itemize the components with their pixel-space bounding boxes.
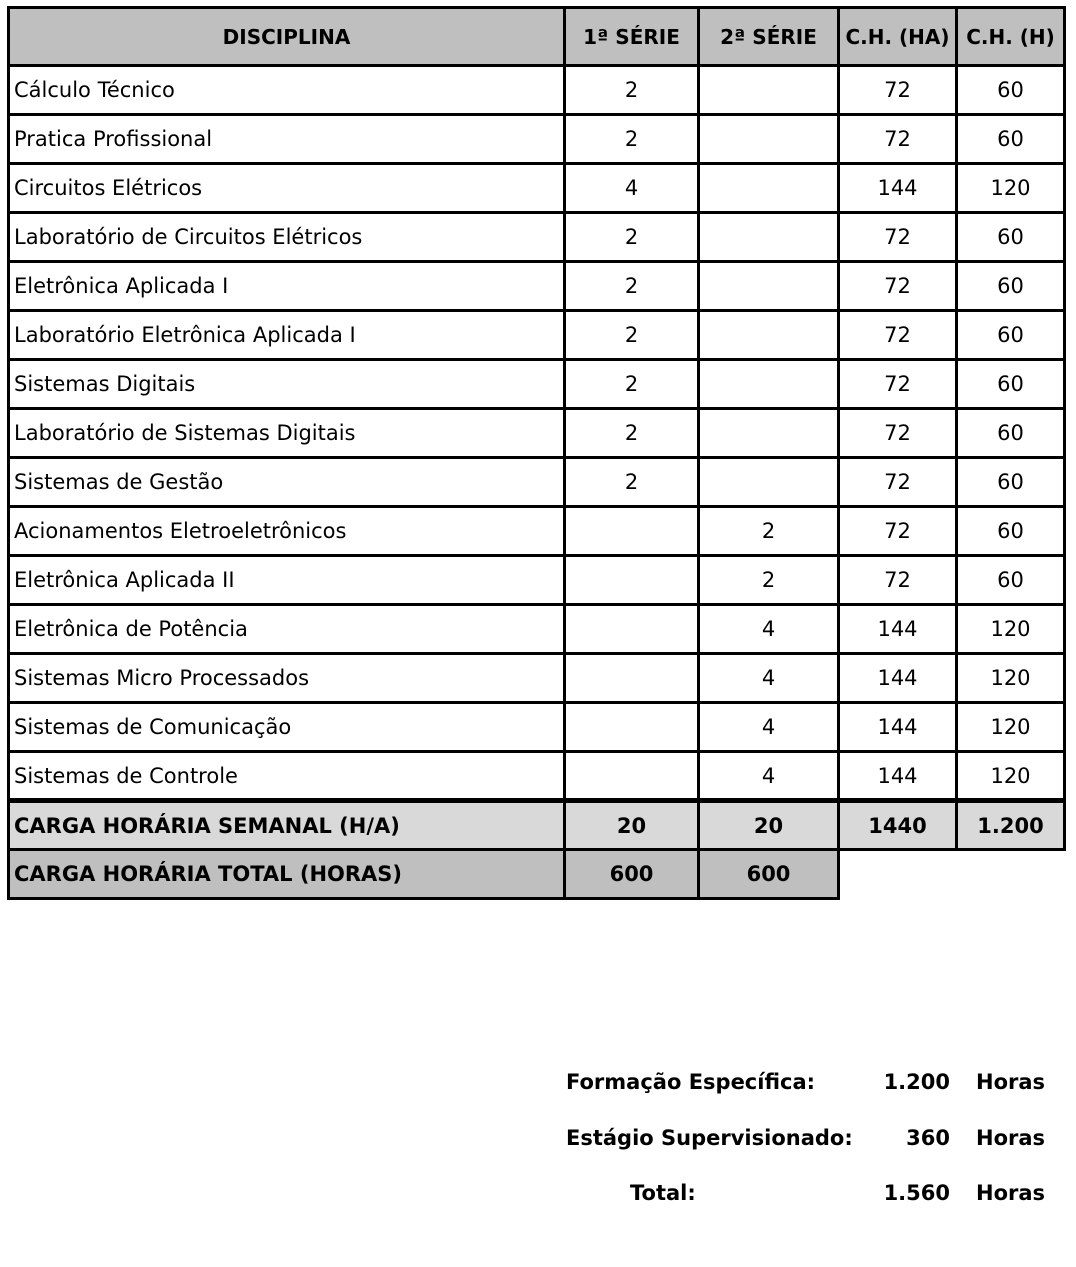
ch-ha-value: 144 — [839, 605, 957, 654]
serie-2-value — [699, 262, 839, 311]
discipline-name: Cálculo Técnico — [9, 66, 565, 115]
header-serie-2: 2ª SÉRIE — [699, 8, 839, 66]
serie-1-value: 2 — [565, 115, 699, 164]
summary-estagio-value: 360 — [906, 1125, 950, 1150]
discipline-name: Sistemas de Gestão — [9, 458, 565, 507]
ch-h-value: 60 — [957, 213, 1065, 262]
weekly-load-serie-1: 20 — [565, 801, 699, 850]
summary-total-label: Total: — [630, 1181, 696, 1205]
serie-1-value: 2 — [565, 311, 699, 360]
ch-h-value: 120 — [957, 703, 1065, 752]
ch-h-value: 60 — [957, 556, 1065, 605]
serie-2-value: 4 — [699, 703, 839, 752]
ch-h-value: 60 — [957, 409, 1065, 458]
header-row — [9, 8, 1065, 66]
discipline-name: Circuitos Elétricos — [9, 164, 565, 213]
discipline-name: Sistemas de Controle — [9, 752, 565, 801]
serie-1-value: 2 — [565, 409, 699, 458]
serie-2-value — [699, 115, 839, 164]
summary-formacao-row — [566, 1060, 1046, 1116]
ch-h-value: 60 — [957, 66, 1065, 115]
total-load-label: CARGA HORÁRIA TOTAL (HORAS) — [9, 850, 565, 899]
weekly-load-serie-2: 20 — [699, 801, 839, 850]
serie-1-value: 2 — [565, 213, 699, 262]
ch-ha-value: 72 — [839, 409, 957, 458]
table-row — [9, 458, 1065, 507]
summary-total-row — [566, 1171, 1046, 1227]
ch-ha-value: 72 — [839, 66, 957, 115]
serie-2-value: 4 — [699, 752, 839, 801]
header-ch-ha: C.H. (HA) — [839, 8, 957, 66]
ch-ha-value: 144 — [839, 164, 957, 213]
discipline-name: Laboratório de Sistemas Digitais — [9, 409, 565, 458]
serie-1-value: 2 — [565, 66, 699, 115]
discipline-name: Pratica Profissional — [9, 115, 565, 164]
discipline-name: Laboratório Eletrônica Aplicada I — [9, 311, 565, 360]
summary-formacao-label: Formação Específica: — [566, 1070, 816, 1094]
total-load-serie-2: 600 — [699, 850, 839, 899]
table-row — [9, 703, 1065, 752]
discipline-name: Eletrônica de Potência — [9, 605, 565, 654]
ch-h-value: 60 — [957, 507, 1065, 556]
discipline-name: Laboratório de Circuitos Elétricos — [9, 213, 565, 262]
serie-1-value — [565, 654, 699, 703]
serie-1-value: 2 — [565, 360, 699, 409]
ch-ha-value: 72 — [839, 311, 957, 360]
table-row — [9, 752, 1065, 801]
weekly-load-ch-ha: 1440 — [839, 801, 957, 850]
ch-h-value: 60 — [957, 458, 1065, 507]
ch-h-value: 120 — [957, 164, 1065, 213]
serie-2-value — [699, 360, 839, 409]
discipline-name: Acionamentos Eletroeletrônicos — [9, 507, 565, 556]
serie-1-value: 4 — [565, 164, 699, 213]
ch-ha-value: 72 — [839, 556, 957, 605]
serie-1-value: 2 — [565, 262, 699, 311]
empty-cell — [839, 850, 957, 899]
total-load-row — [9, 850, 1065, 899]
table-row — [9, 213, 1065, 262]
weekly-load-row — [9, 801, 1065, 850]
discipline-name: Sistemas Micro Processados — [9, 654, 565, 703]
table-row — [9, 654, 1065, 703]
curriculum-table — [7, 6, 1066, 900]
serie-1-value — [565, 752, 699, 801]
table-row — [9, 66, 1065, 115]
ch-ha-value: 72 — [839, 213, 957, 262]
table-row — [9, 409, 1065, 458]
serie-2-value: 4 — [699, 605, 839, 654]
serie-1-value — [565, 703, 699, 752]
table-row — [9, 605, 1065, 654]
discipline-name: Eletrônica Aplicada II — [9, 556, 565, 605]
header-serie-1: 1ª SÉRIE — [565, 8, 699, 66]
header-disciplina: DISCIPLINA — [9, 8, 565, 66]
ch-ha-value: 144 — [839, 752, 957, 801]
summary-estagio-label: Estágio Supervisionado: — [566, 1125, 853, 1150]
serie-2-value — [699, 409, 839, 458]
table-row — [9, 115, 1065, 164]
serie-1-value — [565, 605, 699, 654]
serie-2-value — [699, 311, 839, 360]
serie-2-value — [699, 164, 839, 213]
summary-estagio-unit: Horas — [976, 1125, 1046, 1150]
ch-ha-value: 144 — [839, 703, 957, 752]
ch-h-value: 120 — [957, 654, 1065, 703]
table-row — [9, 507, 1065, 556]
serie-2-value — [699, 458, 839, 507]
total-load-serie-1: 600 — [565, 850, 699, 899]
table-row — [9, 311, 1065, 360]
summary-total-unit: Horas — [976, 1181, 1046, 1205]
weekly-load-label: CARGA HORÁRIA SEMANAL (H/A) — [9, 801, 565, 850]
ch-ha-value: 72 — [839, 262, 957, 311]
table-row — [9, 262, 1065, 311]
ch-h-value: 120 — [957, 605, 1065, 654]
empty-cell — [957, 850, 1065, 899]
summary-total-value: 1.560 — [883, 1181, 950, 1205]
ch-ha-value: 72 — [839, 458, 957, 507]
weekly-load-ch-h: 1.200 — [957, 801, 1065, 850]
ch-h-value: 60 — [957, 360, 1065, 409]
ch-h-value: 60 — [957, 311, 1065, 360]
ch-h-value: 120 — [957, 752, 1065, 801]
serie-2-value — [699, 213, 839, 262]
serie-2-value: 2 — [699, 556, 839, 605]
serie-2-value — [699, 66, 839, 115]
ch-ha-value: 72 — [839, 115, 957, 164]
discipline-name: Sistemas Digitais — [9, 360, 565, 409]
table-row — [9, 556, 1065, 605]
header-ch-h: C.H. (H) — [957, 8, 1065, 66]
table-row — [9, 164, 1065, 213]
ch-ha-value: 72 — [839, 360, 957, 409]
serie-1-value — [565, 507, 699, 556]
summary-formacao-value: 1.200 — [883, 1070, 950, 1094]
hours-summary — [566, 1060, 1046, 1227]
serie-2-value: 2 — [699, 507, 839, 556]
summary-estagio-row — [566, 1116, 1046, 1172]
ch-ha-value: 72 — [839, 507, 957, 556]
summary-formacao-unit: Horas — [976, 1070, 1046, 1094]
serie-2-value: 4 — [699, 654, 839, 703]
ch-h-value: 60 — [957, 115, 1065, 164]
ch-ha-value: 144 — [839, 654, 957, 703]
discipline-name: Sistemas de Comunicação — [9, 703, 565, 752]
discipline-name: Eletrônica Aplicada I — [9, 262, 565, 311]
serie-1-value — [565, 556, 699, 605]
table-row — [9, 360, 1065, 409]
serie-1-value: 2 — [565, 458, 699, 507]
ch-h-value: 60 — [957, 262, 1065, 311]
